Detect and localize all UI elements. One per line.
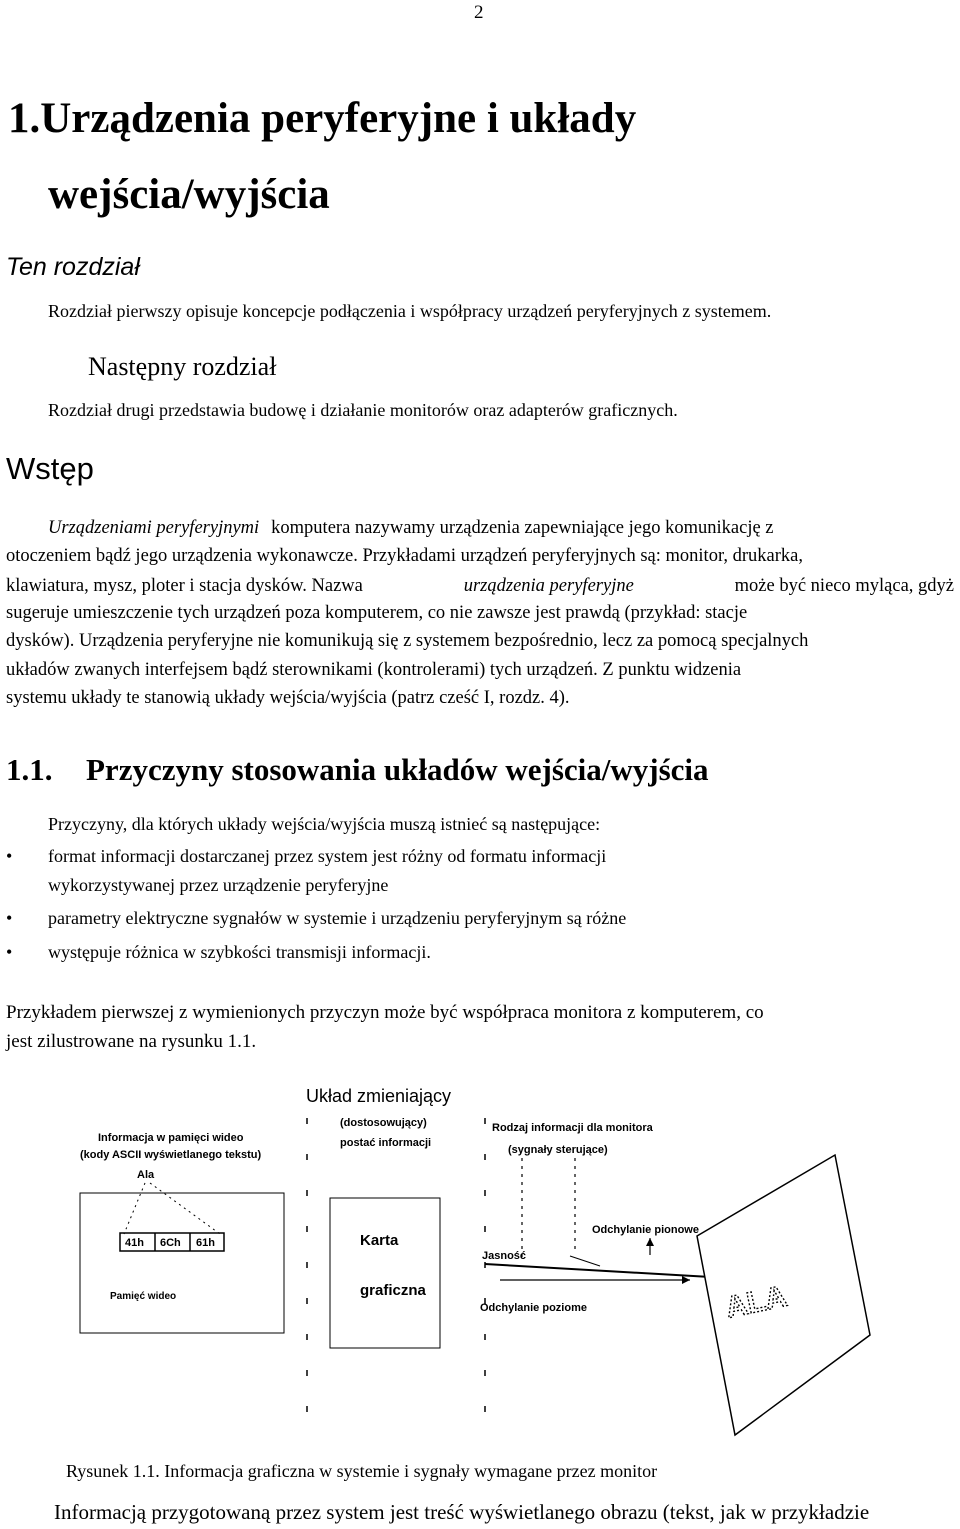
memory-info-2: (kody ASCII wyświetlanego tekstu)	[80, 1149, 262, 1161]
bullet-1-line-1: format informacji dostarczanej przez system jest różny od formatu informacji	[48, 846, 607, 866]
card-label-2: graficzna	[360, 1282, 426, 1299]
intro-line-5: dysków). Urządzenia peryferyjne nie komunikują się z systemem bezpośrednio, lecz za pomocą specjalnych	[6, 631, 809, 651]
graphics-card-box	[330, 1198, 440, 1348]
figure-diagram	[0, 1095, 960, 1465]
chapter-title-line1: 1.Urządzenia peryferyjne i układy	[8, 95, 637, 142]
page-number: 2	[474, 2, 484, 23]
intro-line-1-rest: komputera nazywamy urządzenia zapewniające jego komunikację z	[271, 518, 774, 538]
memory-info-1: Informacja w pamięci wideo	[98, 1132, 244, 1144]
projection-right	[150, 1183, 220, 1234]
cell-41h: 41h	[125, 1237, 144, 1249]
vertical-deflection: Odchylanie pionowe	[592, 1224, 699, 1236]
sub-label-1: (dostosowujący)	[340, 1117, 427, 1129]
intro-line-2: otoczeniem bądź jego urządzenia wykonawcze. Przykładami urządzeń peryferyjnych są: monitor, drukarka,	[6, 546, 803, 566]
term-peripheral-name: urządzenia peryferyjne	[463, 576, 634, 596]
bullet-3: występuje różnica w szybkości transmisji informacji.	[48, 942, 431, 962]
next-chapter-text: Rozdział drugi przedstawia budowę i działanie monitorów oraz adapterów graficznych.	[48, 400, 678, 420]
bullet-dot-2: •	[6, 908, 13, 928]
intro-line-7: systemu układy te stanowią układy wejścia/wyjścia (patrz cześć I, rozdz. 4).	[6, 688, 570, 708]
section-number: 1.1.	[6, 752, 53, 787]
video-memory-box	[80, 1193, 284, 1333]
this-chapter-text: Rozdział pierwszy opisuje koncepcje podłączenia i współpracy urządzeń peryferyjnych z systemem.	[48, 301, 772, 321]
cell-61h: 61h	[196, 1237, 215, 1249]
this-chapter-heading: Ten rozdział	[6, 253, 140, 281]
memory-word: Ala	[137, 1169, 155, 1181]
intro-heading: Wstęp	[6, 451, 94, 486]
intro-line-3	[6, 576, 954, 597]
intro-line-4: sugeruje umieszczenie tych urządzeń poza komputerem, co nie zawsze jest prawdą (przykład: stacje	[6, 603, 748, 623]
projection-left	[124, 1183, 145, 1234]
section-title: Przyczyny stosowania układów wejścia/wyjścia	[86, 752, 709, 787]
next-chapter-heading: Następny rozdział	[88, 352, 277, 381]
reasons-intro: Przyczyny, dla których układy wejścia/wyjścia muszą istnieć są następujące:	[48, 814, 601, 834]
cell-6ch: 6Ch	[160, 1237, 181, 1249]
horizontal-deflection: Odchylanie poziome	[480, 1302, 587, 1314]
figure-caption: Rysunek 1.1. Informacja graficzna w systemie i sygnały wymagane przez monitor	[66, 1461, 658, 1481]
monitor-info-1: Rodzaj informacji dla monitora	[492, 1122, 653, 1134]
video-memory-label: Pamięć wideo	[110, 1291, 177, 1302]
intro-line-3b: może być nieco myląca, gdyż	[734, 576, 954, 596]
sub-label-2: postać informacji	[340, 1137, 432, 1149]
bullet-2: parametry elektryczne sygnałów w systemie i urządzeniu peryferyjnym są różne	[48, 908, 627, 928]
intro-line-6: układów zwanych interfejsem bądź sterownikami (kontrolerami) tych urządzeń. Z punktu widzenia	[6, 660, 742, 680]
monitor-info-2: (sygnały sterujące)	[508, 1144, 608, 1156]
bullet-dot-3: •	[6, 942, 13, 962]
intro-line-3a: klawiatura, mysz, ploter i stacja dysków. Nazwa	[6, 576, 363, 596]
bullet-1-line-2: wykorzystywanej przez urządzenie peryferyjne	[48, 875, 389, 895]
term-peripheral-devices: Urządzeniami peryferyjnymi	[48, 518, 260, 538]
intro-line-1	[48, 518, 954, 539]
card-label-1: Karta	[360, 1232, 399, 1249]
bullet-dot-1: •	[6, 846, 13, 866]
screen-text: ALA	[722, 1279, 790, 1325]
figure-top-label: Układ zmieniający	[306, 1086, 452, 1106]
chapter-title-line2: wejścia/wyjścia	[48, 171, 330, 218]
example-line-2: jest zilustrowane na rysunku 1.1.	[6, 1031, 257, 1052]
brightness: Jasność	[482, 1250, 527, 1262]
last-line: Informacją przygotowaną przez system jest treść wyświetlanego obrazu (tekst, jak w przykładzie	[54, 1500, 870, 1524]
example-line-1: Przykładem pierwszej z wymienionych przyczyn może być współpraca monitora z komputerem, co	[6, 1002, 764, 1023]
